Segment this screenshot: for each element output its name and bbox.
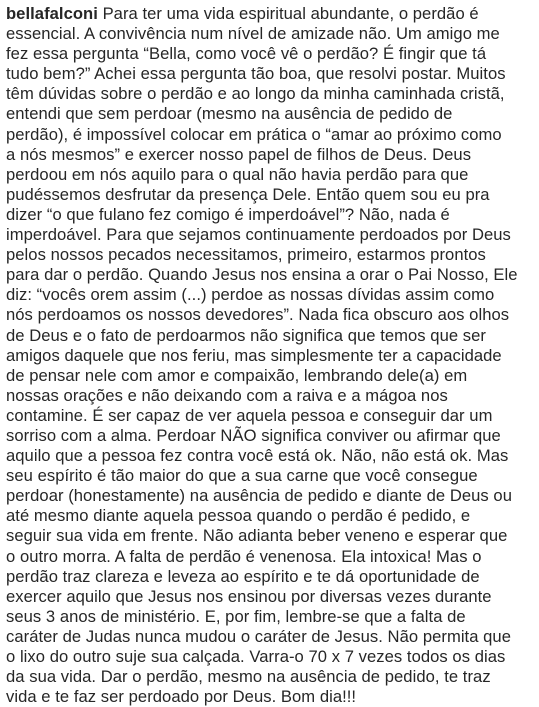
caption-line: da sua vida. Dar o perdão, mesmo na ausência de pedido, te traz [6,667,491,687]
caption-line: o lixo do outro suje sua calçada. Varra-o 70 x 7 vezes todos os dias [6,647,506,666]
caption-line: o outro morra. A falta de perdão é venenosa. Ela intoxica! Mas o [6,546,482,566]
caption-line: seus 3 anos de ministério. E, por fim, lembre-se que a falta de [6,606,466,626]
caption-line: nossas orações e não deixando com a raiva e a mágoa nos [6,385,448,405]
caption-line: amigos daquele que nos feriu, mas simplesmente ter a capacidade [6,345,502,365]
caption-line-1 [6,4,533,24]
caption-line: aquilo que a pessoa fez contra você está ok. Não, não está ok. Mas [6,446,509,466]
caption-line: até mesmo diante aquela pessoa quando o perdão é pedido, e [6,506,471,526]
caption-line: de Deus e o fato de perdoarmos não significa que temos que ser [6,325,486,345]
caption-line: tudo bem?” Achei essa pergunta tão boa, que resolvi postar. Muitos [6,64,506,84]
caption-line: imperdoável. Para que sejamos continuamente perdoados por Deus [6,225,511,245]
caption-line: perdoou em nós aquilo para o qual não havia perdão para que [6,164,469,184]
caption-line: seu espírito é tão maior do que a sua carne que você consegue [6,466,478,486]
caption-body [6,24,533,707]
caption-line: de pensar nele com amor e compaixão, lembrando dele(a) em [6,365,468,385]
caption-text: Para ter uma vida espiritual abundante, o perdão é [102,4,479,23]
caption-line: perdão), é impossível colocar em prática o “amar ao próximo como [6,124,502,144]
caption-line: pelos nossos pecados necessitamos, primeiro, estarmos prontos [6,245,486,265]
caption-line: contamine. É ser capaz de ver aquela pessoa e conseguir dar um [6,405,493,425]
caption-line: sorriso com a alma. Perdoar NÃO significa conviver ou afirmar que [6,425,501,445]
caption-line: seguir sua vida em frente. Não adianta beber veneno e esperar que [6,526,508,546]
caption-line: diz: “vocês orem assim (...) perdoe as nossas dívidas assim como [6,285,495,305]
caption-line: caráter de Judas nunca mudou o caráter de Jesus. Não permita que [6,626,511,646]
caption-line: entendi que sem perdoar (mesmo na ausência de pedido de [6,104,453,124]
caption-line: perdoar (honestamente) na ausência de pedido e diante de Deus ou [6,486,512,506]
caption-line: dizer “o que fulano fez comigo é imperdoável”? Não, nada é [6,204,450,224]
caption-line: perdão traz clareza e leveza ao espírito e te dá oportunidade de [6,566,480,586]
caption-line: pudéssemos desfrutar da presença Dele. Então quem sou eu pra [6,184,490,204]
caption-line: fez essa pergunta “Bella, como você vê o perdão? É fingir que tá [6,44,487,64]
username-link[interactable]: bellafalconi [6,4,98,23]
caption-line: têm dúvidas sobre o perdão e ao longo da minha caminhada cristã, [6,84,505,104]
caption-line: exercer aquilo que Jesus nos ensinou por diversas vezes durante [6,586,492,606]
caption-line: essencial. A convivência num nível de amizade não. Um amigo me [6,24,500,44]
caption-line: a nós mesmos” e exercer nosso papel de filhos de Deus. Deus [6,144,472,164]
caption-line: nós perdoamos os nossos devedores”. Nada fica obscuro aos olhos [6,305,510,325]
caption-line: vida e te faz ser perdoado por Deus. Bom dia!!! [6,687,357,707]
caption-line: para dar o perdão. Quando Jesus nos ensina a orar o Pai Nosso, Ele [6,265,518,285]
